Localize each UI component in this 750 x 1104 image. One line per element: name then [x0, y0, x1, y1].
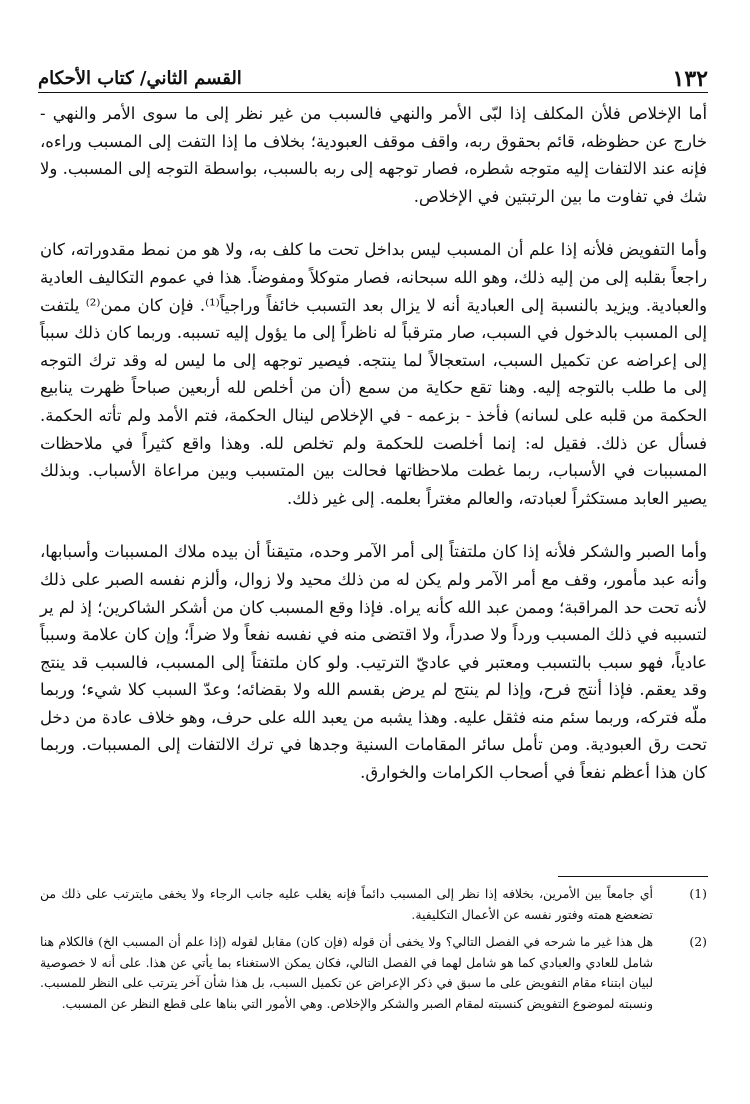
footnote-number: (2) [689, 934, 707, 949]
footnotes [40, 884, 707, 1014]
footnote-1 [40, 884, 707, 925]
page-number: ١٣٢ [672, 66, 708, 92]
footnote-text: هل هذا غير ما شرحه في الفصل التالي؟ ولا يخفى أن قوله (فإن كان) مقابل لقوله (إذا علم أن المسبب الخ) فالكلام هنا شامل للعادي والعبادي كما هو شامل لهما في الفصل التالي، فكان يمكن الاستغناء بما يأتي عن هذا. على أنه لا خصوصية لبيان ابتناء مقام التفويض على ما سبق في ذكر الإعراض عن تكميل السبب، بل هذا شأن آخر يترتب على النظر للمسبب. ونسبته لموضوع التفويض كنسبته لمقام الصبر والشكر والإخلاص. وهي الأمور التي بناها على قطع النظر عن المسبب. [40, 934, 653, 1011]
footnote-rule [558, 876, 708, 877]
footnote-text: أي جامعاً بين الأمرين، بخلافه إذا نظر إلى المسبب دائماً فإنه يغلب عليه جانب الرجاء ولا يخفى مايترتب على ذلك من تضعضع همته وفتور نفسه عن الأعمال التكليفية. [40, 886, 653, 922]
footnote-2 [40, 932, 707, 1014]
footnote-number: (1) [689, 886, 707, 901]
page-header [38, 58, 708, 92]
running-title: القسم الثاني/ كتاب الأحكام [38, 68, 242, 89]
paragraph-sabr-shukr: وأما الصبر والشكر فلأنه إذا كان ملتفتاً إلى أمر الآمر وحده، متيقناً أن بيده ملاك المسببات وأسبابها، وأنه عبد مأمور، وقف مع أمر الآمر ولم يكن له من ذلك محيد ولا زوال، وألزم نفسه الصبر على ذلك لأنه تحت حد المراقبة؛ وممن عبد الله كأنه يراه. فإذا وقع المسبب كان من أشكر الشاكرين؛ إذ لم ير لتسببه في ذلك المسبب ورداً ولا صدراً، ولا اقتضى منه في نفسه نفعاً ولا ضراً؛ وإن كان علامة وسبباً عادياً، فهو سبب بالتسبب ومعتبر في عاديّ الترتيب. ولو كان ملتفتاً إلى المسبب، فالسبب قد ينتج وقد يعقم. فإذا أنتج فرح، وإذا لم ينتج لم يرض بقسم الله ولا بقضائه؛ وعدّ السبب كلا شيء؛ وربما ملّه فتركه، وربما سئم منه فثقل عليه. وهذا يشبه من يعبد الله على حرف، وهو خلاف عادة من دخل تحت رق العبودية. ومن تأمل سائر المقامات السنية وجدها في ترك الالتفات إلى المسببات. وربما كان هذا أعظم نفعاً في أصحاب الكرامات والخوارق. [40, 542, 707, 783]
paragraph-ikhlas: أما الإخلاص فلأن المكلف إذا لبّى الأمر والنهي فالسبب من غير نظر إلى ما سوى الأمر والنهي - خارج عن حظوظه، قائم بحقوق ربه، واقف موقف العبودية؛ بخلاف ما إذا التفت إلى المسبب وراءه، فإنه عند الالتفات إليه متوجه شطره، فصار توجهه إلى ربه بالسبب، بواسطة التوجه إلى المسبب. ولا شك في تفاوت ما بين الرتبتين في الإخلاص. [40, 104, 707, 206]
main-text [40, 100, 707, 787]
paragraph-tafwid: وأما التفويض فلأنه إذا علم أن المسبب ليس بداخل تحت ما كلف به، ولا هو من نمط مقدوراته، كان راجعاً بقلبه إلى من إليه ذلك، وهو الله سبحانه، فصار متوكلاً ومفوضاً. هذا في عموم التكاليف العادية والعبادية. ويزيد بالنسبة إلى العبادية أنه لا يزال بعد التسبب خائفاً وراجياً⁽¹⁾. فإن كان ممن⁽²⁾ يلتفت إلى المسبب بالدخول في السبب، صار مترقباً له ناظراً إلى ما يؤول إليه تسببه. وربما كان ذلك سبباً إلى إعراضه عن تكميل السبب، استعجالاً لما ينتجه. فيصير توجهه إلى ما ليس له وقد ترك التوجه إلى ما طلب بالتوجه إليه. وهنا تقع حكاية من سمع (أن من أخلص لله أربعين صباحاً ظهرت ينابيع الحكمة من قلبه على لسانه) فأخذ - بزعمه - في الإخلاص لينال الحكمة، فتم الأمد ولم تأته الحكمة. فسأل عن ذلك. فقيل له: إنما أخلصت للحكمة ولم تخلص لله. وهذا واقع كثيراً في ملاحظات المسببات في الأسباب، ربما غطت ملاحظاتها فحالت بين المتسبب وبين مراعاة الأسباب. وبذلك يصير العابد مستكثراً لعبادته، والعالم مغتراً بعلمه. إلى غير ذلك. [40, 240, 707, 508]
header-rule [38, 92, 708, 93]
